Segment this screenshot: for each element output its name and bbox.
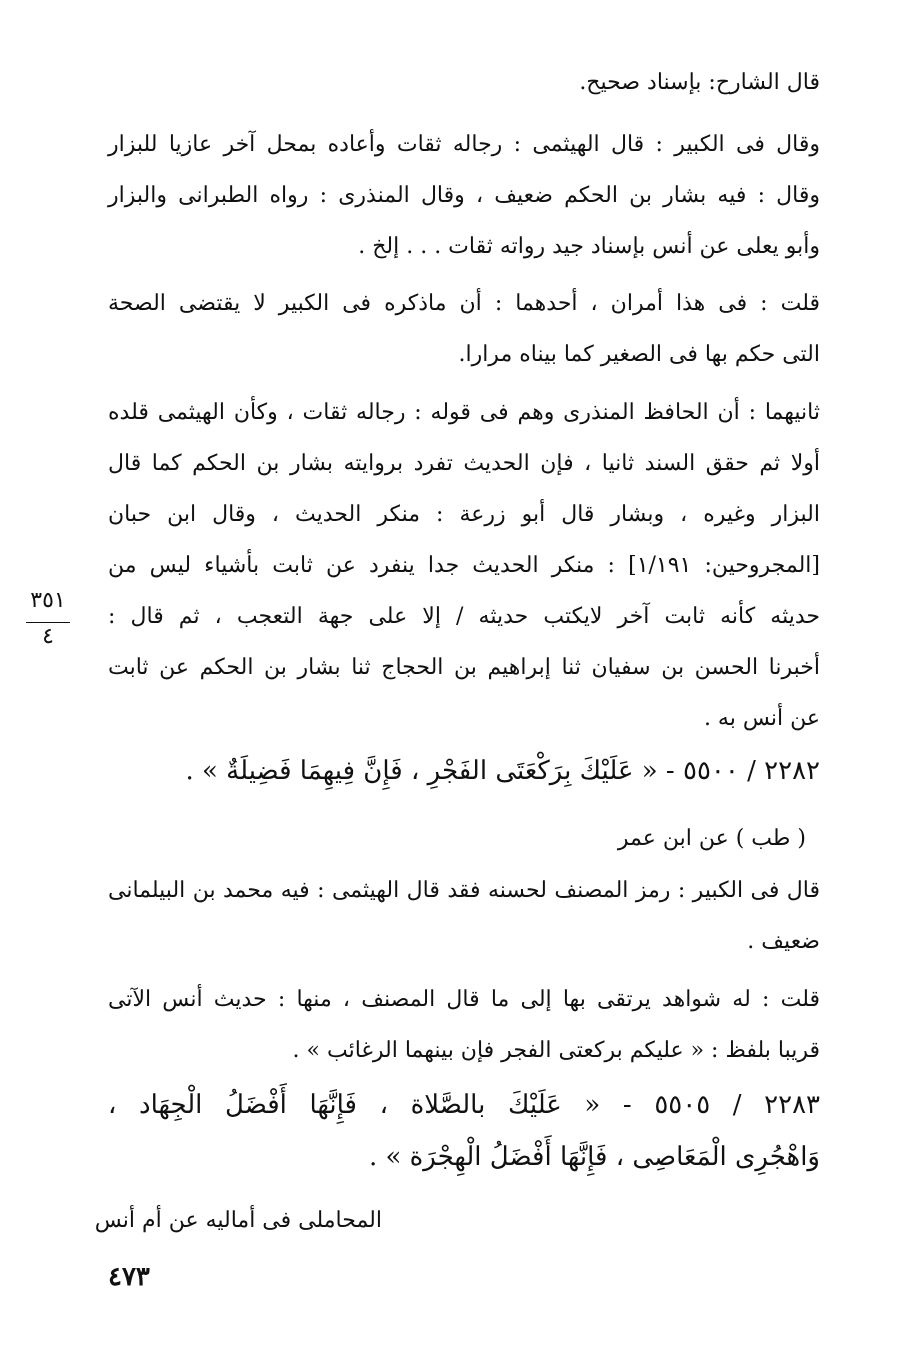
text-line: أخبرنا الحسن بن سفيان ثنا إبراهيم بن الحجاج ثنا بشار بن الحكم عن ثابت [108,655,820,680]
text-line: عن أنس به . [703,706,820,731]
text-line: ثانيهما : أن الحافظ المنذرى وهم فى قوله : رجاله ثقات ، وكأن الهيثمى قلده [108,400,820,425]
hadith-line: وَاهْجُرِى الْمَعَاصِى ، فَإِنَّهَا أَفْضَلُ الْهِجْرَة » . [368,1142,820,1172]
text-line: قلت : فى هذا أمران ، أحدهما : أن ماذكره فى الكبير لا يقتضى الصحة [108,291,820,316]
text-line: قال الشارح: بإسناد صحيح. [579,70,820,95]
text-line: وقال : فيه بشار بن الحكم ضعيف ، وقال المنذرى : رواه الطبرانى والبزار [108,183,820,208]
hadith-line: ٢٢٨٣ / ٥٥٠٥ - « عَلَيْكَ بالصَّلاة ، فَإِنَّهَا أَفْضَلُ الْجِهَاد ، [108,1090,820,1120]
source-line: ( طب ) عن ابن عمر [617,826,806,851]
text-line: وقال فى الكبير : قال الهيثمى : رجاله ثقات وأعاده بمحل آخر عازيا للبزار [108,132,820,157]
page-number: ٤٧٣ [108,1262,150,1292]
text-line: أولا ثم حقق السند ثانيا ، فإن الحديث تفرد بروايته بشار بن الحكم كما قال [108,451,820,476]
source-line: المحاملى فى أماليه عن أم أنس [94,1208,382,1233]
text-line: قلت : له شواهد يرتقى بها إلى ما قال المصنف ، منها : حديث أنس الآتى [108,987,820,1012]
hadith-line: ٢٢٨٢ / ٥٥٠٠ - « عَلَيْكَ بِرَكْعَتَى الفَجْرِ ، فَإِنَّ فِيهِمَا فَضِيلَةٌ » . [185,756,820,786]
text-line: [المجروحين: ١/١٩١] : منكر الحديث جدا ينفرد عن ثابت بأشياء ليس من [108,553,820,578]
text-line: حديثه كأنه ثابت آخر لايكتب حديثه / إلا على جهة التعجب ، ثم قال : [108,604,820,629]
text-line: البزار وغيره ، وبشار قال أبو زرعة : منكر الحديث ، وقال ابن حبان [108,502,820,527]
text-line: قال فى الكبير : رمز المصنف لحسنه فقد قال الهيثمى : فيه محمد بن البيلمانى [108,878,821,903]
text-line: التى حكم بها فى الصغير كما بيناه مرارا. [458,342,820,367]
margin-note-bottom: ٤ [42,624,54,649]
margin-note-top: ٣٥١ [30,588,66,613]
margin-divider [26,622,70,623]
text-line: ضعيف . [747,929,820,954]
text-line: قريبا بلفظ : « عليكم بركعتى الفجر فإن بينهما الرغائب » . [292,1038,820,1063]
text-line: وأبو يعلى عن أنس بإسناد جيد رواته ثقات . . . إلخ . [358,234,820,259]
